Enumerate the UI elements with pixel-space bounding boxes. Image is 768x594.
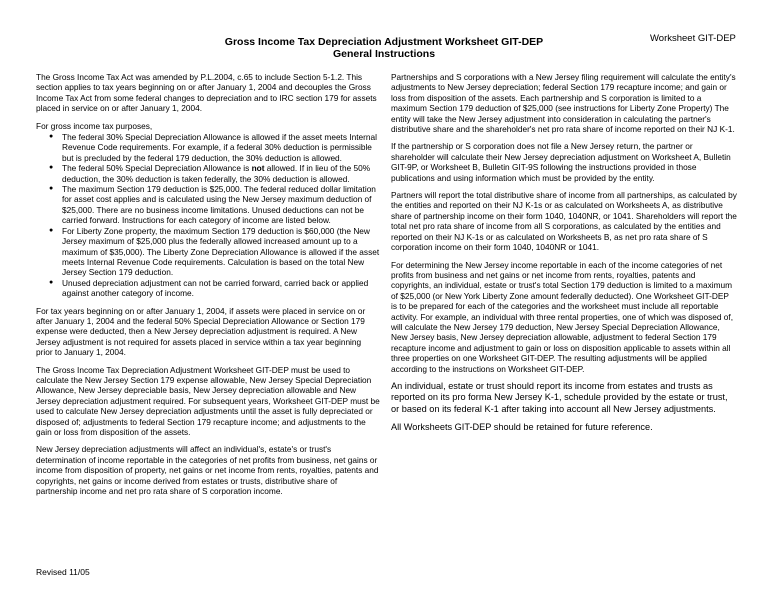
rule-bullet-liberty-zone: ● For Liberty Zone property, the maximum Section 179 deduction is $60,000 (the New Jersey maximum of $25,000 plus the federally allowed increased amount up to a maximum of $35,000). The Liberty Zone Depreciation Allowance is allowed if the asset meets Internal Revenue Code requirements. Calculation is based on the total New Jersey Section 179 deduction. — [62, 226, 380, 278]
page-subtitle: General Instructions — [332, 48, 436, 60]
rule-bullet-30-percent: ● The federal 30% Special Depreciation Allowance is allowed if the asset meets Internal Revenue Code requirements. For example, if a federal 30% deduction is permissible but is precluded by the federal 179 deduction, the 30% deduction is allowed. — [62, 132, 380, 163]
form-identifier: Worksheet GIT-DEP — [650, 33, 736, 44]
rule-bullet-unused-adjustment: ● Unused depreciation adjustment can not be carried forward, carried back or applied against another category of income. — [62, 278, 380, 299]
rules-list — [36, 132, 380, 299]
page-title-block — [0, 36, 768, 60]
no-return-paragraph: If the partnership or S corporation does not file a New Jersey return, the partner or shareholder will calculate their New Jersey depreciation adjustment on Worksheet A, Bulletin GIT-9P, or Worksheet B, Bulletin GIT-9S following the instructions provided in those publications and using information which must be provided by the entity. — [391, 141, 731, 183]
rule-bullet-50-percent: ● The federal 50% Special Depreciation Allowance is not allowed. If in lieu of the 50% deduction, the 30% deduction is taken federally, the 30% deduction is allowed. — [62, 163, 380, 184]
rule-bullet-section-179: ● The maximum Section 179 deduction is $25,000. The federal reduced dollar limitation for asset cost applies and is calculated using the New Jersey maximum deduction of $25,000. There are no business income limitations. Unused deductions can not be carried forward. Instructions for each category of income are listed below. — [62, 184, 380, 226]
reporting-paragraph: Partners will report the total distributive share of income from all partnerships, as calculated by the entities and reported on their NJ K-1s or as calculated on Worksheets A, as distributive share of partnership income on their form 1040, 1040NR, or 1041. Shareholders will report the total net pro rata share of income from all S corporations, as calculated by the entities and reported on their NJ K-1s or as calculated on Worksheets B, as net pro rata share of S corporation income on their form 1040, 1040NR or 1041. — [391, 190, 737, 253]
intro-paragraph: The Gross Income Tax Act was amended by P.L.2004, c.65 to include Section 5-1.2. This section applies to tax years beginning on or after January 1, 2004 and decouples the Gross Income Tax Act from some federal changes to depreciation and to IRC section 179 for assets placed in service on or after January 1, 2004. — [36, 72, 377, 114]
right-column — [391, 72, 737, 441]
entities-paragraph: Partnerships and S corporations with a New Jersey filing requirement will calculate the entity's adjustments to New Jersey depreciation; federal Section 179 recapture income; and gain or loss from disposition of the assets. Each partnership and S corporation is limited to a maximum Section 179 deduction of $25,000 (see instructions for Liberty Zone Property) The entity will take the New Jersey adjustment into consideration in calculating the partner's distributive share and the shareholder's net pro rata share of income reported on their NJ K-1. — [391, 72, 736, 135]
revision-footer: Revised 11/05 — [36, 567, 90, 577]
estates-trusts-paragraph: An individual, estate or trust should report its income from estates and trusts as reported on its pro forma New Jersey K-1, schedule provided by the estate or trust, or based on its federal K-1 after taking into account all New Jersey adjustments. — [391, 380, 728, 414]
worksheet-usage-paragraph: The Gross Income Tax Depreciation Adjustment Worksheet GIT-DEP must be used to calculate the New Jersey Section 179 expense allowable, New Jersey Special Depreciation Allowance, New Jersey depreciable basis, New Jersey depreciation allowable and New Jersey depreciation adjustment required. For subsequent years, Worksheet GIT-DEP must be used to calculate New Jersey depreciation adjustments until the asset is fully depreciated or disposed of; adjustments to federal Section 179 recapture income; and adjustments to the gain or loss from disposition of the assets. — [36, 364, 380, 437]
income-categories-paragraph: New Jersey depreciation adjustments will affect an individual's, estate's or trust's determination of income reportable in the categories of net profits from business, net gains or income from disposition of property, net gains or net income from rents, royalties, patents and copyrights, net gains or income derived from estates or trusts, distributive share of partnership income and net pro rata share of S corporation income. — [36, 444, 379, 497]
tax-years-paragraph: For tax years beginning on or after January 1, 2004, if assets were placed in service on or after January 1, 2004 and the federal 50% Special Depreciation Allowance or Section 179 expense were deducted, then a New Jersey depreciation adjustment is required. A New Jersey adjustment is not required for assets placed in service within a tax year beginning prior to January 1, 2004. — [36, 305, 366, 358]
left-column — [36, 72, 380, 503]
page-title: Gross Income Tax Depreciation Adjustment Worksheet GIT-DEP — [224, 36, 544, 48]
categories-determination-paragraph: For determining the New Jersey income reportable in each of the income categories of net profits from business and net gains or net income from rents, royalties, patents and copyrights, an individual, estate or trust's total Section 179 deduction is limited to a maximum of $25,000 (or New York Liberty Zone amount federally deducted). One Worksheet GIT-DEP is to be prepared for each of the categories and the worksheet must include all reportable activity. For example, an individual with three rental properties, one of which was disposed of, will calculate the New Jersey 179 deduction, New Jersey Special Depreciation Allowance, New Jersey basis, New Jersey depreciation allowable, adjustment to federal Section 179 recapture income and adjustment to gain or loss on disposition applicable to assets within all three properties on one Worksheet GIT-DEP. The resulting adjustments will be applied according to the instructions on Worksheet GIT-DEP. — [391, 259, 734, 374]
retain-worksheets-paragraph: All Worksheets GIT-DEP should be retained for future reference. — [391, 422, 653, 433]
purposes-heading: For gross income tax purposes, — [36, 120, 153, 131]
